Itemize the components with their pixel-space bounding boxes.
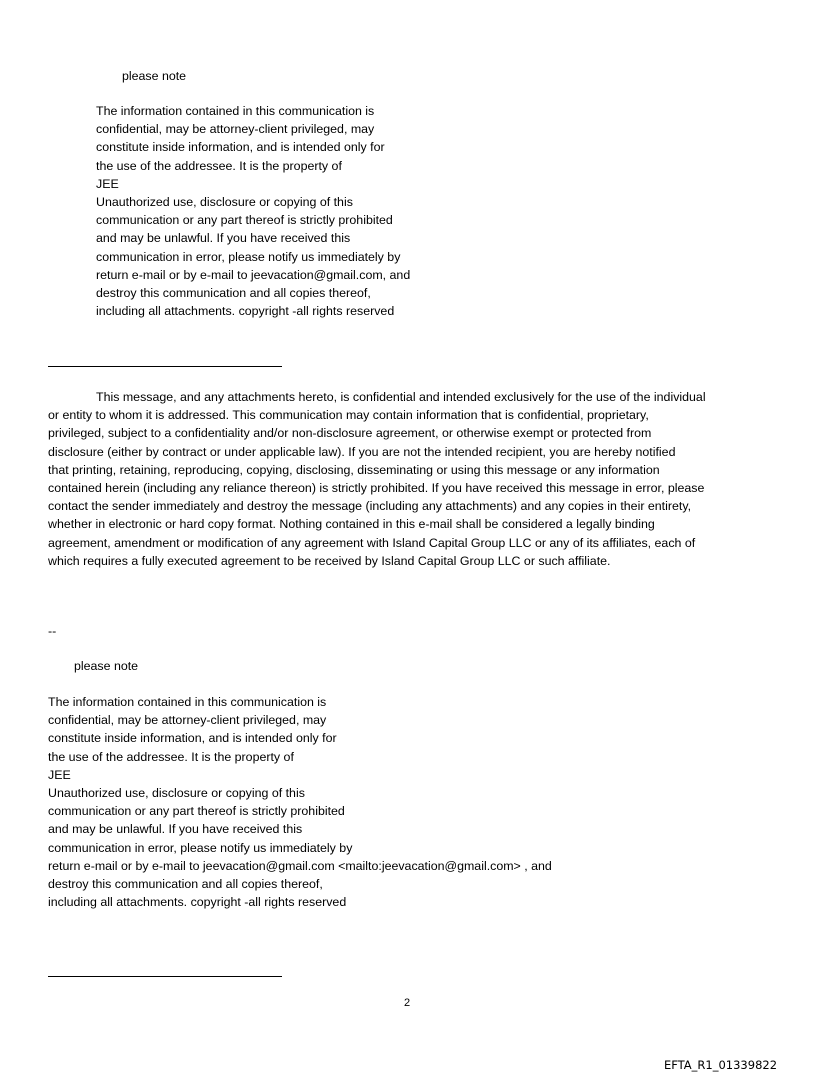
notice-1-line: and may be unlawful. If you have received this [96,231,351,246]
disclaimer-line: agreement, amendment or modification of any agreement with Island Capital Group LLC or any of its affiliates, each of [48,535,696,550]
notice-2-line: communication in error, please notify us immediately by [48,840,353,855]
notice-2-line: The information contained in this communication is [48,695,327,709]
disclaimer-line: that printing, retaining, reproducing, copying, disclosing, disseminating or using this message or any information [48,462,660,477]
notice-1-body [96,102,410,320]
notice-1-line: communication in error, please notify us immediately by [96,249,401,264]
notice-1-line: the use of the addressee. It is the property of [96,158,342,173]
notice-2-line: JEE [48,767,71,782]
notice-1-line: Unauthorized use, disclosure or copying of this [96,194,353,209]
confidentiality-disclaimer [48,388,706,570]
notice-2-line: constitute inside information, and is intended only for [48,731,337,746]
disclaimer-line: This message, and any attachments hereto, is confidential and intended exclusively for the use of the individual [96,390,706,404]
notice-1-line: The information contained in this communication is [96,104,375,118]
notice-1-line: JEE [96,176,119,191]
disclaimer-line: contact the sender immediately and destroy the message (including any attachments) and any copies in their entirety, [48,499,692,514]
notice-1-line: communication or any part thereof is strictly prohibited [96,213,393,228]
disclaimer-line: privileged, subject to a confidentiality and/or non-disclosure agreement, or otherwise exempt or protected from [48,426,652,441]
signature-separator: -- [48,624,57,638]
notice-2-line: destroy this communication and all copies thereof, [48,876,323,891]
notice-1-line: constitute inside information, and is intended only for [96,140,385,155]
disclaimer-line: disclosure (either by contract or under applicable law). If you are not the intended recipient, you are hereby notified [48,444,676,459]
horizontal-rule [48,366,282,367]
notice-2-line: including all attachments. copyright -all rights reserved [48,895,347,910]
notice-1-line: return e-mail or by e-mail to jeevacation@gmail.com, and [96,267,411,282]
disclaimer-line: or entity to whom it is addressed. This communication may contain information that is confidential, proprietary, [48,408,649,423]
page-number: 2 [404,997,411,1009]
notice-2-line: communication or any part thereof is strictly prohibited [48,804,345,819]
notice-2-line: confidential, may be attorney-client privileged, may [48,713,327,728]
notice-1-heading: please note [122,69,187,83]
notice-2-line: and may be unlawful. If you have received this [48,822,303,837]
notice-2-body [48,693,552,911]
disclaimer-line: which requires a fully executed agreement to be received by Island Capital Group LLC or such affiliate. [48,553,611,568]
horizontal-rule [48,976,282,977]
disclaimer-line: whether in electronic or hard copy format. Nothing contained in this e-mail shall be considered a legally binding [48,517,655,532]
notice-1-line: confidential, may be attorney-client privileged, may [96,122,375,137]
document-id: EFTA_R1_01339822 [664,1058,778,1072]
notice-2-line: return e-mail or by e-mail to jeevacation@gmail.com <mailto:jeevacation@gmail.com> , and [48,858,552,873]
notice-2-line: the use of the addressee. It is the property of [48,749,294,764]
notice-1-line: including all attachments. copyright -all rights reserved [96,304,395,319]
notice-1-line: destroy this communication and all copies thereof, [96,285,371,300]
notice-2-heading: please note [74,659,139,673]
notice-2-line: Unauthorized use, disclosure or copying of this [48,785,305,800]
disclaimer-line: contained herein (including any reliance thereon) is strictly prohibited. If you have received this message in error, please [48,480,705,495]
